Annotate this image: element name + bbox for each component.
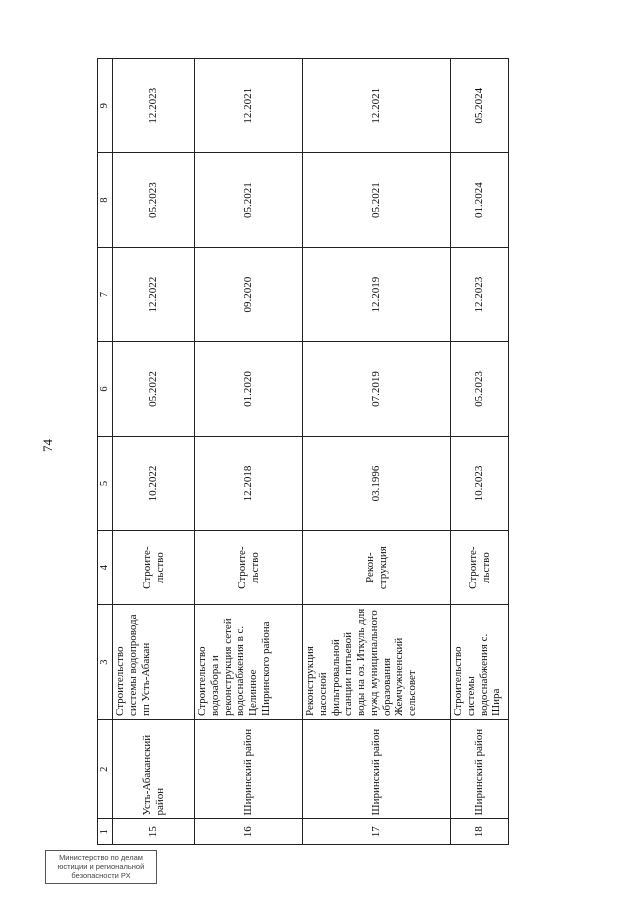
ministry-stamp: Министерство по делам юстиции и региональной безопасности РХ [45,850,157,884]
header-col-5: 5 [98,436,113,530]
date-col-5: 10.2022 [113,436,195,530]
date-col-7: 09.2020 [195,247,303,341]
date-col-6: 05.2022 [113,342,195,436]
project-name-cell: Строительство системы водоснабжения с. Шира [451,605,509,720]
row-number: 15 [113,819,195,845]
date-col-9: 12.2021 [195,59,303,153]
date-col-9: 12.2021 [303,59,451,153]
date-col-9: 12.2023 [113,59,195,153]
work-type-cell: Строите-льство [113,531,195,605]
project-name-cell: Реконструкция насосной фильтровальной станции питьевой воды на оз. Иткуль для нужд муниципального образования Жемчужненский сельсовет [303,605,451,720]
work-type-cell: Строите-льство [195,531,303,605]
header-col-6: 6 [98,342,113,436]
date-col-5: 10.2023 [451,436,509,530]
project-name-cell: Строительство системы водопровода пп Усть-Абакан [113,605,195,720]
header-col-1: 1 [98,819,113,845]
date-col-6: 07.2019 [303,342,451,436]
header-col-8: 8 [98,153,113,247]
date-col-7: 12.2022 [113,247,195,341]
district-cell: Ширинский район [195,719,303,819]
date-col-6: 05.2023 [451,342,509,436]
date-col-6: 01.2020 [195,342,303,436]
date-col-7: 12.2019 [303,247,451,341]
date-col-8: 05.2023 [113,153,195,247]
header-col-2: 2 [98,719,113,819]
date-col-8: 01.2024 [451,153,509,247]
header-col-3: 3 [98,605,113,720]
district-cell: Ширинский район [451,719,509,819]
date-col-5: 12.2018 [195,436,303,530]
header-col-4: 4 [98,531,113,605]
date-col-8: 05.2021 [303,153,451,247]
header-col-7: 7 [98,247,113,341]
table-row [303,59,451,845]
project-name-cell: Строительство водозабора и реконструкция сетей водоснабжения в с. Целинное Ширинского района [195,605,303,720]
row-number: 17 [303,819,451,845]
infrastructure-table [97,58,509,845]
table-row [113,59,195,845]
work-type-cell: Строите-льство [451,531,509,605]
date-col-7: 12.2023 [451,247,509,341]
header-col-9: 9 [98,59,113,153]
date-col-8: 05.2021 [195,153,303,247]
row-number: 16 [195,819,303,845]
district-cell: Усть-Абаканский район [113,719,195,819]
table-row [451,59,509,845]
page-number: 74 [40,439,55,452]
district-cell: Ширинский район [303,719,451,819]
header-row [98,59,113,845]
date-col-9: 05.2024 [451,59,509,153]
row-number: 18 [451,819,509,845]
date-col-5: 03.1996 [303,436,451,530]
work-type-cell: Рекон-струкция [303,531,451,605]
table-row [195,59,303,845]
infrastructure-table-container [97,58,503,845]
